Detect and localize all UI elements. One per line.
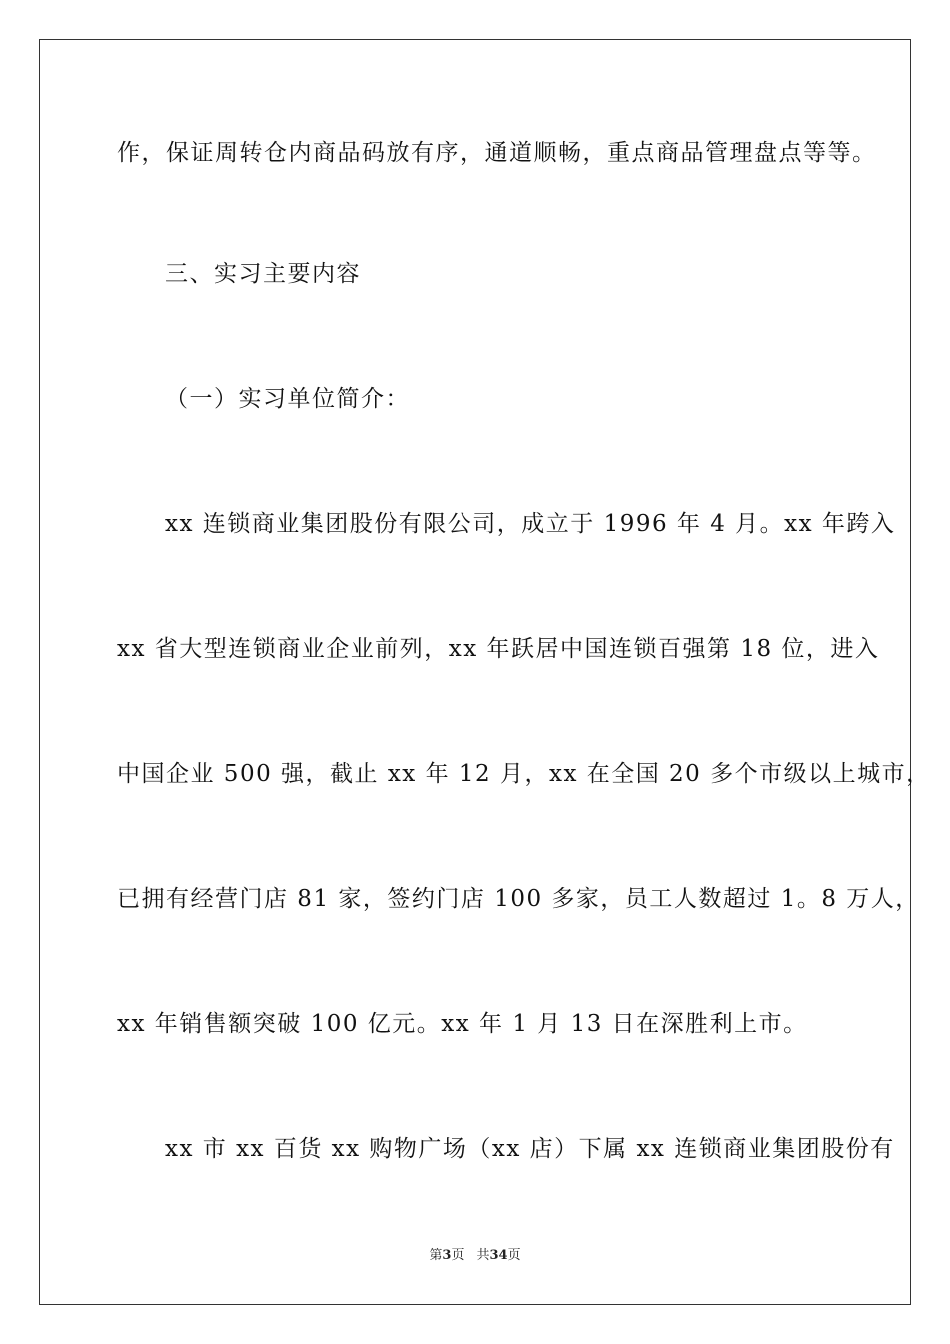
body-text-line: 中国企业 500 强，截止 xx 年 12 月，xx 在全国 20 多个市级以上城市，: [117, 761, 931, 787]
footer-total-suffix: 页: [507, 1248, 521, 1263]
body-text-line: xx 年销售额突破 100 亿元。xx 年 1 月 13 日在深胜利上市。: [117, 1011, 808, 1037]
body-text-line: xx 省大型连锁商业企业前列，xx 年跃居中国连锁百强第 18 位，进入: [117, 636, 880, 662]
page-border: [39, 39, 931, 1305]
footer-page-number: 3: [442, 1248, 452, 1263]
footer-page-suffix: 页: [451, 1248, 465, 1263]
footer-total-prefix: 共: [476, 1248, 490, 1263]
footer-total-pages: 34: [489, 1248, 508, 1263]
section-heading: 三、实习主要内容: [165, 261, 361, 287]
body-text-line: xx 市 xx 百货 xx 购物广场（xx 店）下属 xx 连锁商业集团股份有: [165, 1136, 895, 1162]
subsection-heading: （一）实习单位简介：: [165, 386, 410, 412]
page-footer: [0, 1247, 950, 1265]
body-text-line: 作，保证周转仓内商品码放有序，通道顺畅，重点商品管理盘点等等。: [117, 140, 877, 166]
body-text-line: xx 连锁商业集团股份有限公司，成立于 1996 年 4 月。xx 年跨入: [165, 511, 896, 537]
footer-page-prefix: 第: [429, 1248, 443, 1263]
body-text-line: 已拥有经营门店 81 家，签约门店 100 多家，员工人数超过 1。8 万人，: [117, 886, 920, 912]
